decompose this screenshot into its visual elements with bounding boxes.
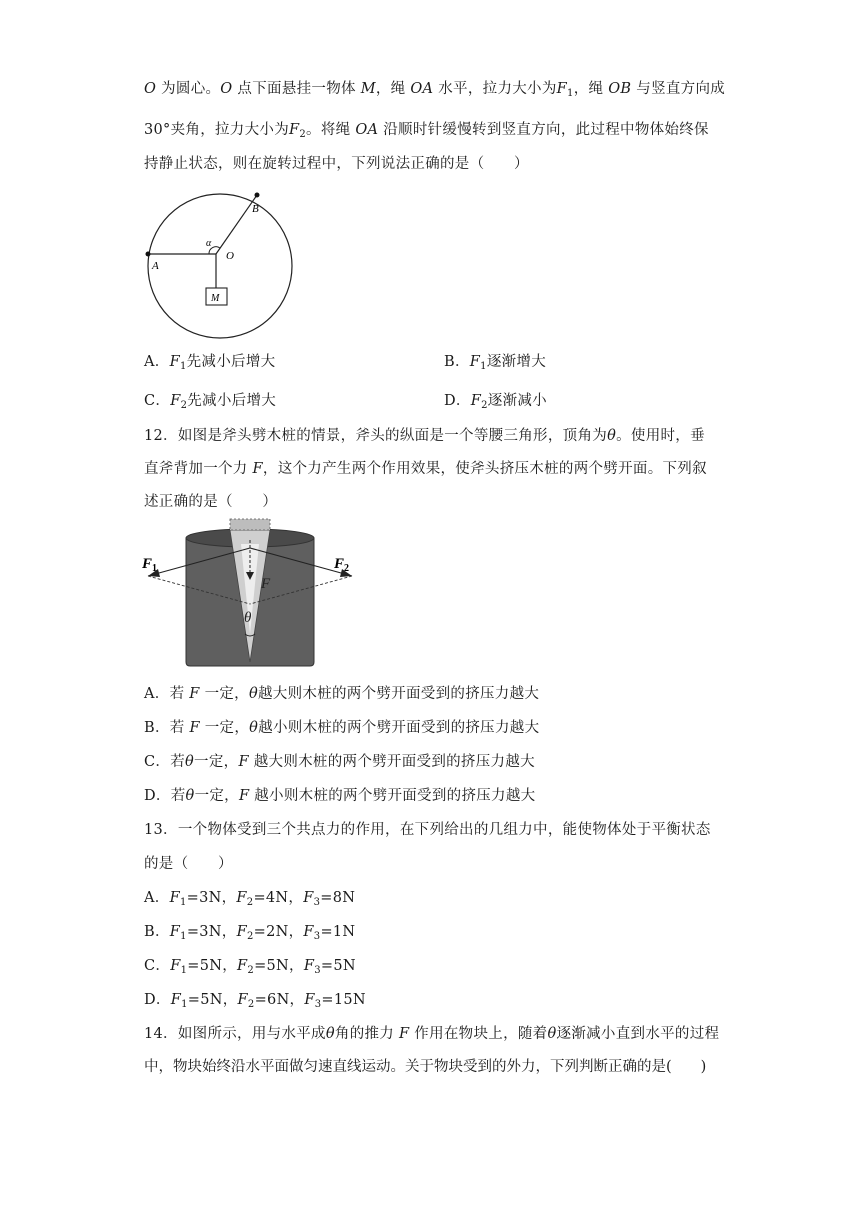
label-theta: θ: [244, 610, 252, 626]
q13-line-2: 的是（ ）: [144, 856, 233, 872]
q13-option-d: D．$F_1=5N$，$F_2=6N$，$F_3=15N$: [144, 992, 366, 1010]
q11-option-c: C．$F_2$先减小后增大: [144, 393, 277, 411]
q11-circle-figure: [140, 186, 300, 346]
q13-line-1: 13．一个物体受到三个共点力的作用，在下列给出的几组力中，能使物体处于平衡状态: [144, 822, 711, 838]
axe-back: [230, 519, 270, 530]
q11-line-3: 持静止状态，则在旋转过程中，下列说法正确的是（ ）: [144, 156, 529, 172]
point-B: [255, 193, 260, 198]
q12-line-1: 12．如图是斧头劈木桩的情景，斧头的纵面是一个等腰三角形，顶角为θ。使用时，垂: [144, 428, 705, 444]
q11-option-a: A．$F_1$先减小后增大: [144, 354, 276, 372]
label-O: O: [226, 250, 234, 262]
label-alpha: α: [206, 238, 212, 249]
q12-axe-figure: [140, 516, 360, 668]
label-A: A: [152, 260, 159, 272]
q13-option-c: C．$F_1=5N$，$F_2=5N$，$F_3=5N$: [144, 958, 356, 976]
q11-option-b: B．$F_1$逐渐增大: [444, 354, 547, 372]
point-A: [146, 252, 151, 257]
q12-option-d: D．若θ一定，F 越小则木桩的两个劈开面受到的挤压力越大: [144, 788, 536, 804]
q11-line-2: 30°夹角，拉力大小为$F_2$。将绳 OA 沿顺时针缓慢转到竖直方向，此过程中物体始终保: [144, 122, 709, 140]
label-B: B: [252, 203, 259, 215]
label-F2: $F_2$: [334, 556, 350, 574]
q11-option-d: D．$F_2$逐渐减小: [444, 393, 547, 411]
rope-OB: [216, 195, 257, 254]
label-F: F: [261, 576, 271, 592]
q13-option-b: B．$F_1=3N$，$F_2=2N$，$F_3=1N$: [144, 924, 356, 942]
label-M: M: [211, 293, 220, 304]
q11-line-1: O 为圆心。O 点下面悬挂一物体 M，绳 OA 水平，拉力大小为$F_1$，绳 OB 与竖直方向成: [144, 81, 726, 99]
q12-option-a: A．若 F 一定，θ越大则木桩的两个劈开面受到的挤压力越大: [144, 686, 540, 702]
circle: [148, 194, 292, 338]
q13-option-a: A．$F_1=3N$，$F_2=4N$，$F_3=8N$: [144, 890, 356, 908]
q12-line-3: 述正确的是（ ）: [144, 494, 278, 510]
q12-option-b: B．若 F 一定，θ越小则木桩的两个劈开面受到的挤压力越大: [144, 720, 540, 736]
q12-option-c: C．若θ一定，F 越大则木桩的两个劈开面受到的挤压力越大: [144, 754, 535, 770]
q14-line-2: 中，物块始终沿水平面做匀速直线运动。关于物块受到的外力，下列判断正确的是( ): [144, 1059, 707, 1075]
q14-line-1: 14．如图所示，用与水平成θ角的推力 F 作用在物块上，随着θ逐渐减小直到水平的过程: [144, 1026, 720, 1042]
q12-line-2: 直斧背加一个力 F，这个力产生两个作用效果，使斧头挤压木桩的两个劈开面。下列叙: [144, 461, 707, 477]
label-F1: $F_1$: [142, 556, 158, 574]
